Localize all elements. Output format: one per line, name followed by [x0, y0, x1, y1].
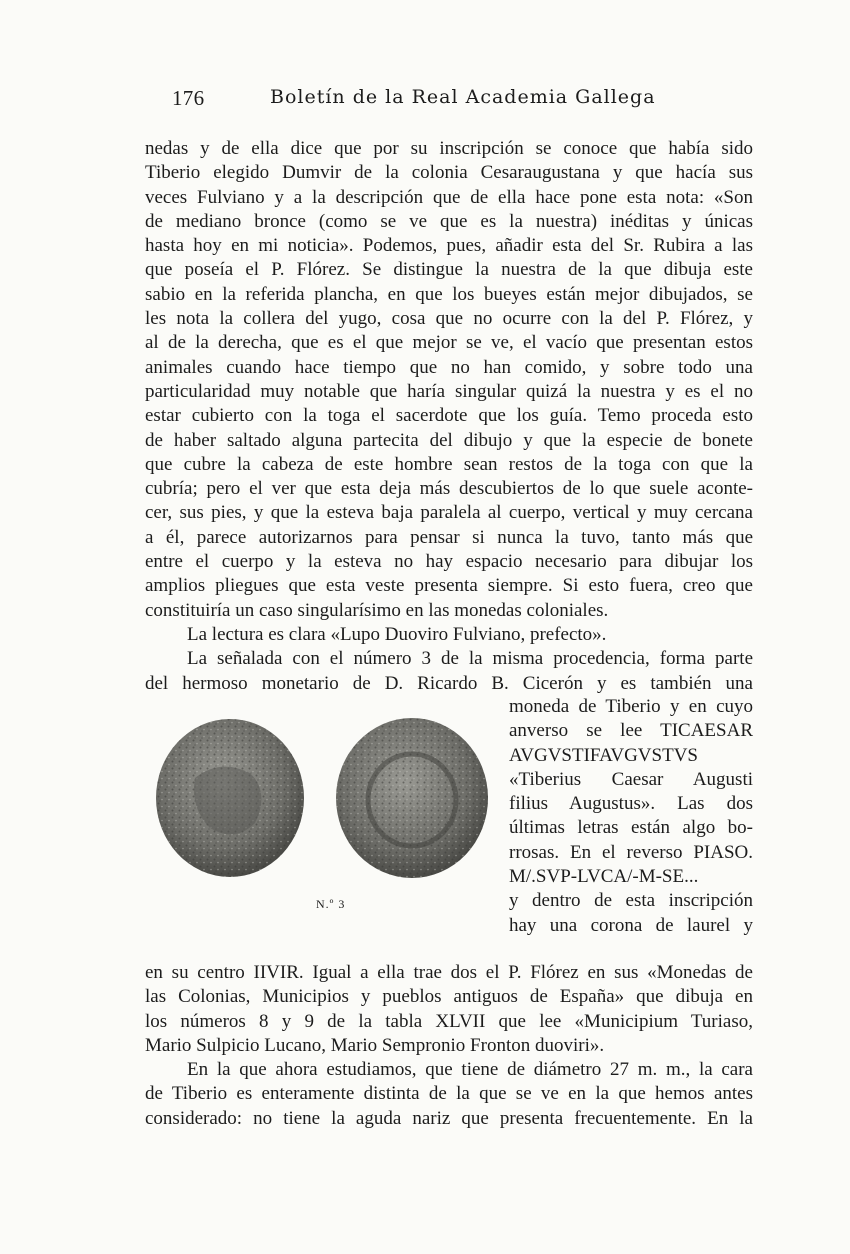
body-text-bottom	[145, 961, 753, 1131]
text-line: nedas y de ella dice que por su inscripción se conoce que había sido	[145, 138, 753, 159]
text-line: En la que ahora estudiamos, que tiene de diámetro 27 m. m., la cara	[187, 1059, 753, 1081]
journal-title: Boletín de la Real Academia Gallega	[270, 86, 656, 108]
text-line: constituiría un caso singularísimo en las monedas coloniales.	[145, 599, 609, 621]
text-line: animales cuando hace tiempo que no han comido, y sobre todo una	[145, 356, 753, 378]
text-line: estar cubierto con la toga el sacerdote que los guía. Temo proceda esto	[145, 405, 753, 427]
text-line: de Tiberio es enteramente distinta de la que se ve en la que hemos antes	[145, 1083, 753, 1105]
text-line: amplios pliegues que esta veste presenta siempre. Si esto fuera, creo que	[145, 575, 753, 597]
text-line: Tiberio elegido Dumvir de la colonia Cesaraugustana y que hacía sus	[145, 162, 753, 184]
text-line: La lectura es clara «Lupo Duoviro Fulviano, prefecto».	[187, 623, 607, 645]
text-line: hasta hoy en mi noticia». Podemos, pues, añadir esta del Sr. Rubira a las	[145, 235, 753, 257]
text-line: La señalada con el número 3 de la misma procedencia, forma parte	[187, 648, 753, 670]
text-line: «Tiberius Caesar Augusti	[509, 768, 753, 790]
text-line: les nota la collera del yugo, cosa que no ocurre con la del P. Flórez, y	[145, 308, 753, 330]
text-line: las Colonias, Municipios y pueblos antiguos de España» que dibuja en	[145, 986, 753, 1008]
figure-caption: N.º 3	[316, 897, 346, 911]
text-line: veces Fulviano y a la descripción que de ella hace pone esta nota: «Son	[145, 186, 753, 208]
text-line: moneda de Tiberio y en cuyo	[509, 696, 753, 717]
text-line: considerado: no tiene la aguda nariz que presenta frecuentemente. En la	[145, 1107, 753, 1129]
text-line: rrosas. En el reverso PIASO.	[509, 841, 753, 863]
text-line: que poseía el P. Flórez. Se distingue la nuestra de la que dibuja este	[145, 259, 753, 281]
text-line: cer, sus pies, y que la esteva baja paralela al cuerpo, vertical y muy cercana	[145, 502, 753, 524]
text-line: los números 8 y 9 de la tabla XLVII que lee «Municipium Turiaso,	[145, 1010, 753, 1032]
coin-obverse-image	[156, 719, 304, 877]
text-line: anverso se lee TICAESAR	[509, 720, 753, 742]
text-line: filius Augustus». Las dos	[509, 793, 753, 815]
text-line: hay una corona de laurel y	[509, 914, 753, 936]
text-line: de mediano bronce (como se ve que es la nuestra) inéditas y únicas	[145, 210, 753, 232]
text-line: en su centro IIVIR. Igual a ella trae dos el P. Flórez en sus «Monedas de	[145, 962, 753, 983]
text-line: particularidad muy notable que haría singular quizá la nuestra y es el no	[145, 380, 753, 402]
page-number: 176	[172, 86, 205, 110]
text-line: y dentro de esta inscripción	[509, 890, 753, 912]
text-line: a él, parece autorizarnos para pensar si nunca la tuvo, tanto más que	[145, 526, 753, 548]
text-line: del hermoso monetario de D. Ricardo B. Cicerón y es también una	[145, 672, 753, 694]
body-text-top	[145, 137, 753, 696]
text-line: al de la derecha, que es el que mejor se ve, el vacío que presentan estos	[145, 332, 753, 354]
text-line: últimas letras están algo bo-	[509, 817, 753, 839]
coin-figure	[150, 718, 490, 883]
text-line: M/.SVP-LVCA/-M-SE...	[509, 866, 699, 888]
text-line: que cubre la cabeza de este hombre sean restos de la toga con que la	[145, 453, 753, 475]
text-line: Mario Sulpicio Lucano, Mario Sempronio Fronton duoviri».	[145, 1034, 605, 1056]
text-line: AVGVSTIFAVGVSTVS	[509, 744, 698, 766]
text-line: cubría; pero el ver que esta deja más descubiertos de lo que suele aconte-	[145, 478, 753, 500]
coin-reverse-image	[336, 718, 488, 878]
text-line: sabio en la referida plancha, en que los bueyes están mejor dibujados, se	[145, 283, 753, 305]
text-line: de haber saltado alguna partecita del dibujo y que la especie de bonete	[145, 429, 753, 451]
text-line: entre el cuerpo y la esteva no hay espacio necesario para dibujar los	[145, 551, 753, 573]
body-text-side	[509, 695, 753, 938]
